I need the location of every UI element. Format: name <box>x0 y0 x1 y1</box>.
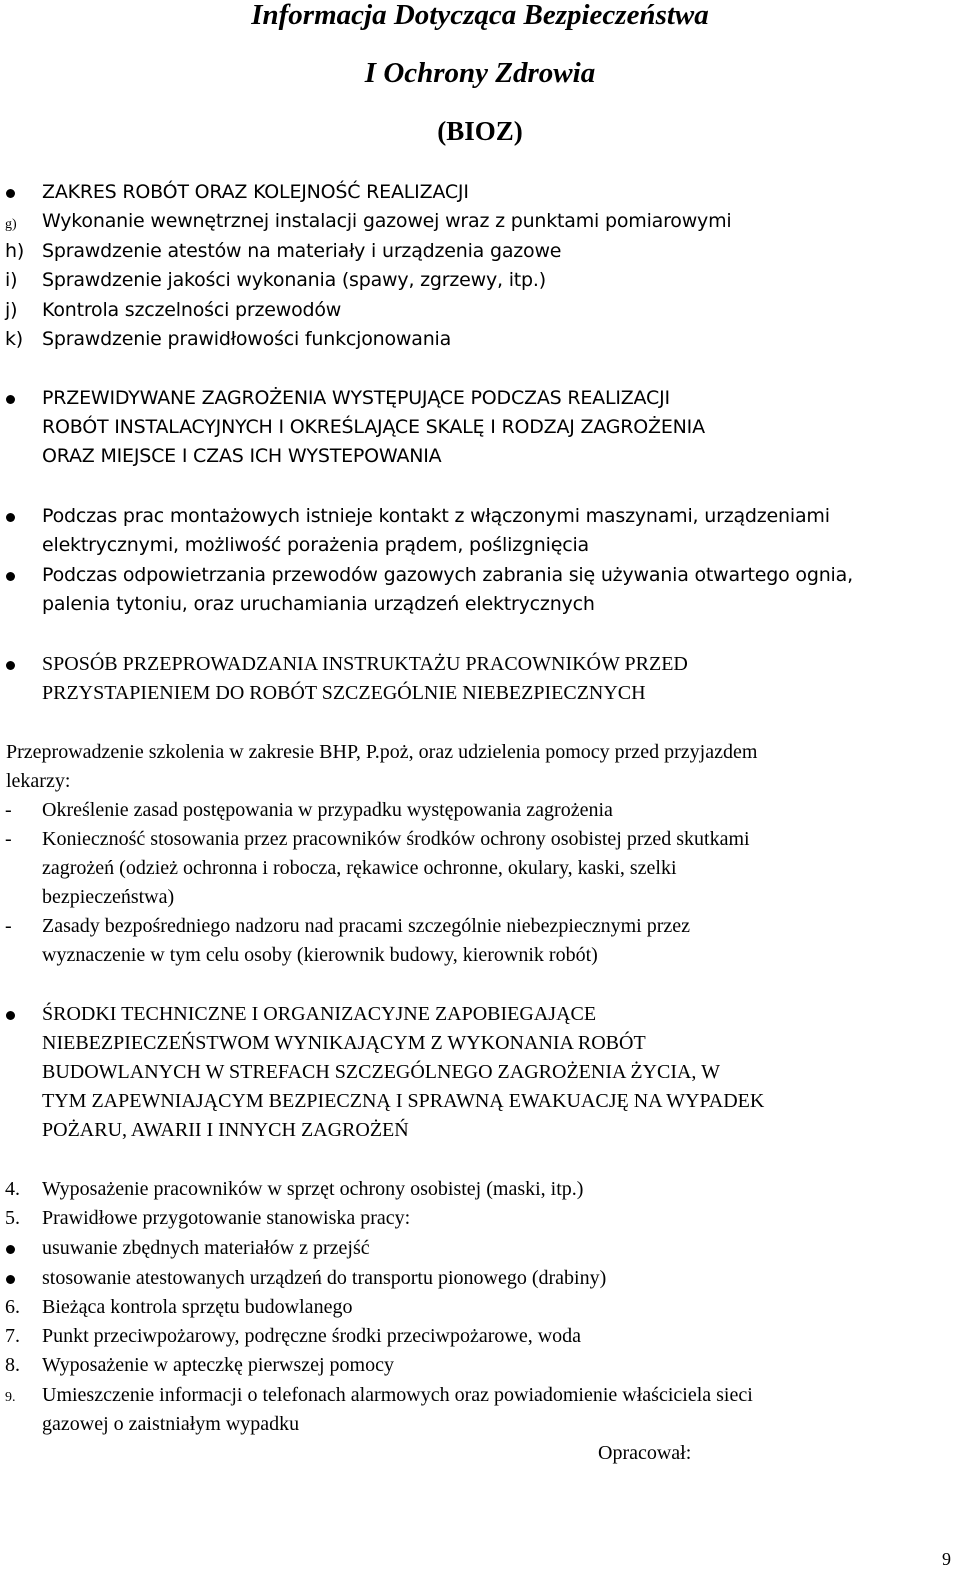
title-line-1: Informacja Dotycząca Bezpieczeństwa <box>251 0 709 31</box>
bullet-icon <box>6 513 15 522</box>
bullet-icon <box>6 661 15 670</box>
bullet-icon <box>6 1245 15 1254</box>
bullet-icon <box>6 189 15 198</box>
bullet-icon <box>6 572 15 581</box>
title-line-2: I Ochrony Zdrowia <box>364 57 596 89</box>
bullet-icon <box>6 395 15 404</box>
signature-label: Opracował: <box>598 1442 692 1464</box>
document-page: Informacja Dotycząca Bezpieczeństwa I Ochrony Zdrowia (BIOZ) ZAKRES ROBÓT ORAZ KOLEJNOŚĆ REALIZACJI g) Wykonanie wewnętrznej instalacji gazowej wraz z punktami pomiarowymi h) Sprawdzenie atestów na materiały i urządzenia gazowe i) Sprawdzenie jakości wykonania (spawy, zgrzewy, itp.) j) Kontrola szczelności przewodów k) Sprawdzenie prawidłowości funkcjonowania PRZEWIDYWANE ZAGROŻENIA WYSTĘPUJĄCE PODCZAS REALIZACJI ROBÓT INSTALACYJNYCH I OKREŚLAJĄCE SKALĘ I RODZAJ ZAGROŻENIA ORAZ MIEJSCE I CZAS ICH WYSTEPOWANIA Podczas prac montażowych istnieje kontakt z włączonymi maszynami, urządzeniami elektrycznymi, możliwość porażenia prądem, poślizgnięcia Podczas odpowietrzania przewodów gazowych zabrania się używania otwartego ognia, palenia tytoniu, oraz uruchamiania urządzeń elektrycznych SPOSÓB PRZEPROWADZANIA INSTRUKTAŻU PRACOWNIKÓW PRZED PRZYSTAPIENIEM DO ROBÓT SZCZEGÓLNIE NIEBEZPIECZNYCH Przeprowadzenie szkolenia w zakresie BHP, P.poż, oraz udzielenia pomocy przed przyjazdem lekarzy: - Określenie zasad postępowania w przypadku występowania zagrożenia - Konieczność stosowania przez pracowników środków ochrony osobistej przed skutkami zagrożeń (odzież ochronna i robocza, rękawice ochronne, okulary, kaski, szelki bezpieczeństwa) - Zasady bezpośredniego nadzoru nad pracami szczególnie niebezpiecznymi przez wyznaczenie w tym celu osoby (kierownik budowy, kierownik robót) ŚRODKI TECHNICZNE I ORGANIZACYJNE ZAPOBIEGAJĄCE NIEBEZPIECZEŃSTWOM WYNIKAJĄCYM Z WYKONANIA ROBÓT BUDOWLANYCH W STREFACH SZCZEGÓLNEGO ZAGROŻENIA ŻYCIA, W TYM ZAPEWNIAJĄCYM BEZPIECZNĄ I SPRAWNĄ EWAKUACJĘ NA WYPADEK POŻARU, AWARII I INNYCH ZAGROŻEŃ 4. Wyposażenie pracowników w sprzęt ochrony osobistej (maski, itp.) 5. Prawidłowe przygotowanie stanowiska pracy: usuwanie zbędnych materiałów z przejść stosowanie atestowanych urządzeń do transportu pionowego (drabiny) 6. Bieżąca kontrola sprzętu budowlanego 7. Punkt przeciwpożarowy, podręczne środki przeciwpożarowe, woda 8. Wyposażenie w apteczkę pierwszej pomocy 9. Umieszczenie informacji o telefonach alarmowych oraz powiadomienie właściciela sieci gazowej o zaistniałym wypadku Opracował: 9 <box>0 0 960 1576</box>
page-number: 9 <box>942 1549 951 1569</box>
title-abbreviation: (BIOZ) <box>437 116 523 146</box>
bullet-icon <box>6 1275 15 1284</box>
bullet-icon <box>6 1011 15 1020</box>
